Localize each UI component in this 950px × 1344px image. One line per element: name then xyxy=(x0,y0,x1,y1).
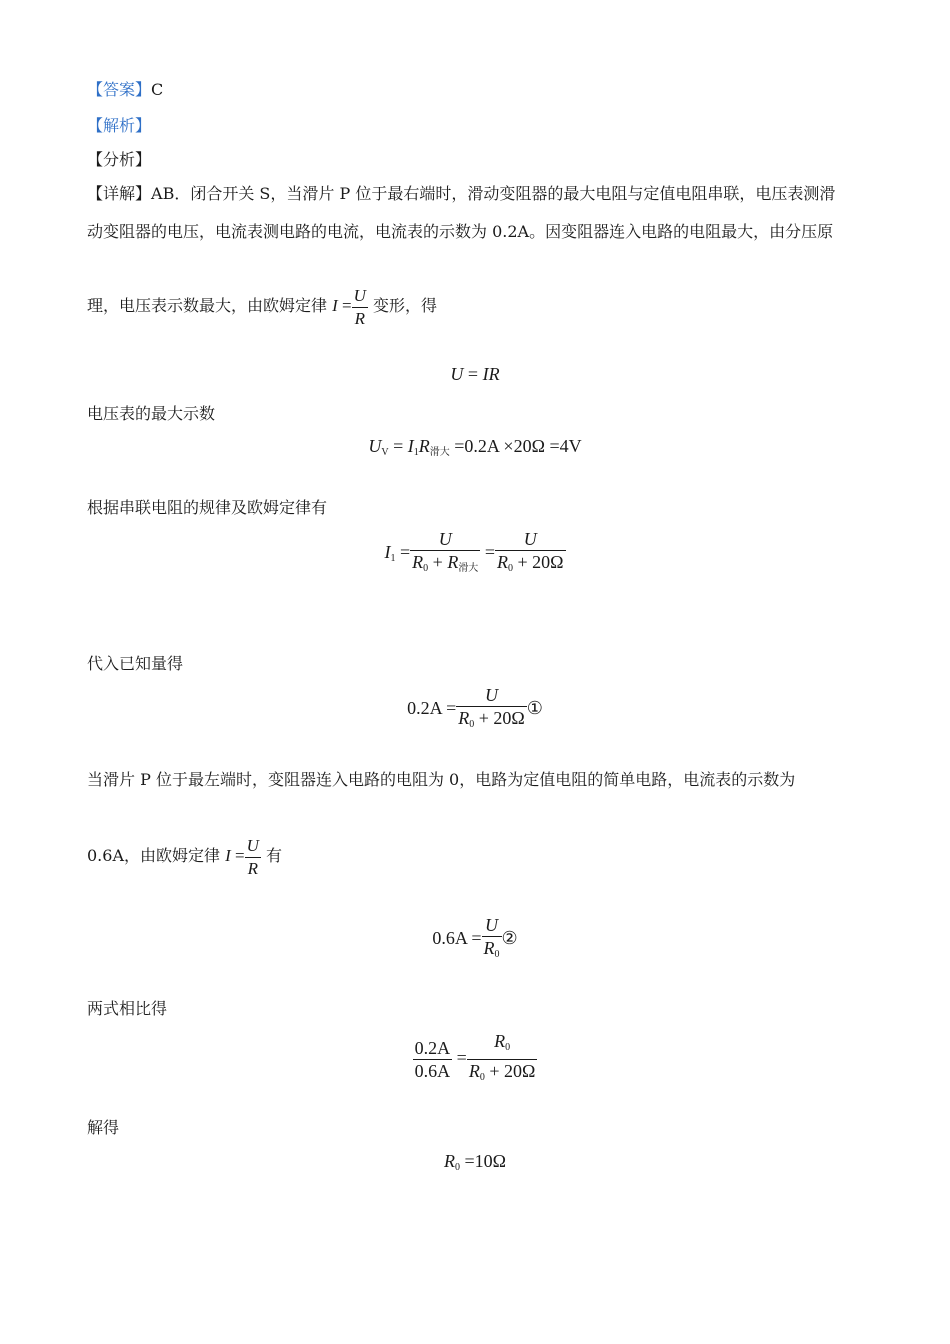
text-left-end-2a: 0.6A，由欧姆定律 xyxy=(87,846,221,865)
ohm-law-inline: I = $\frac{U}{R}$ xyxy=(332,285,366,328)
answer-value: C xyxy=(151,80,164,99)
equation-ratio: $\frac{0.2A}{0.6A}$ = $\frac{R_0}{R_0 + 20\Omega}$ xyxy=(414,1031,536,1083)
ohm-law-inline-2: I = $\frac{U}{R}$ xyxy=(225,835,259,878)
value-06a: 0.6A xyxy=(432,928,467,949)
plus-20-ohm-1: + 20Ω xyxy=(517,552,564,572)
r-slide-subscript-2: 滑大 xyxy=(458,563,479,574)
plus-20-ohm-3: + 20Ω xyxy=(489,1061,536,1081)
text-substitute: 代入已知量得 xyxy=(87,654,184,673)
detail-text-1: AB．闭合开关 S，当滑片 P 位于最右端时，滑动变阻器的最大电阻与定值电阻串联，电压表测滑 xyxy=(151,184,836,203)
result-value: =10Ω xyxy=(464,1151,507,1171)
equation-marker-1: ① xyxy=(526,698,543,719)
text-left-end-2 xyxy=(87,833,863,880)
equation-u-ir: U = IR xyxy=(450,364,500,384)
ratio-denominator: 0.6A xyxy=(414,1061,451,1081)
analysis2-label: 【分析】 xyxy=(87,150,152,169)
text-solve: 解得 xyxy=(87,1118,120,1137)
text-ratio: 两式相比得 xyxy=(87,999,168,1018)
uv-value: =0.2A ×20Ω =4V xyxy=(454,436,582,456)
detail-text-3b: 变形，得 xyxy=(373,296,438,315)
text-series-rule: 根据串联电阻的规律及欧姆定律有 xyxy=(87,498,328,517)
equation-uv: $U_V = I_1R_{滑大} =0.2A \times 20\Omega =4V$ xyxy=(368,436,582,458)
text-max-voltage: 电压表的最大示数 xyxy=(87,404,216,423)
answer-line xyxy=(87,80,863,100)
equation-result: $R_0 =10\Omega$ xyxy=(443,1151,507,1173)
equation-i1: $I_1$ = $\frac{U}{R_0 + R_{滑大}}$ = $\frac{U}{R_0 + 20\Omega}$ xyxy=(384,529,564,574)
detail-label: 【详解】 xyxy=(87,184,152,203)
detail-line-1 xyxy=(87,184,863,204)
equation-1: 0.2A = $\frac{U}{R_0 + 20\Omega}$ ① xyxy=(407,685,543,730)
equation-2: 0.6A = $\frac{U}{R_0}$ ② xyxy=(432,915,518,960)
answer-label: 【答案】 xyxy=(87,80,152,99)
value-02a: 0.2A xyxy=(407,698,442,719)
equation-marker-2: ② xyxy=(501,928,518,949)
detail-line-3 xyxy=(87,283,863,330)
text-left-end: 当滑片 P 位于最左端时，变阻器连入电路的电阻为 0，电路为定值电阻的简单电路，电流表的示数为 xyxy=(87,770,796,789)
plus-20-ohm-2: + 20Ω xyxy=(478,708,525,728)
ratio-numerator: 0.2A xyxy=(414,1038,451,1058)
detail-line-2: 动变阻器的电压，电流表测电路的电流，电流表的示数为 0.2A。因变阻器连入电路的电阻最大，由分压原 xyxy=(87,222,834,241)
r-slide-subscript: 滑大 xyxy=(429,447,450,458)
text-left-end-2b: 有 xyxy=(266,846,283,865)
detail-text-3a: 理，电压表示数最大，由欧姆定律 xyxy=(87,296,328,315)
analysis-label: 【解析】 xyxy=(87,116,152,135)
